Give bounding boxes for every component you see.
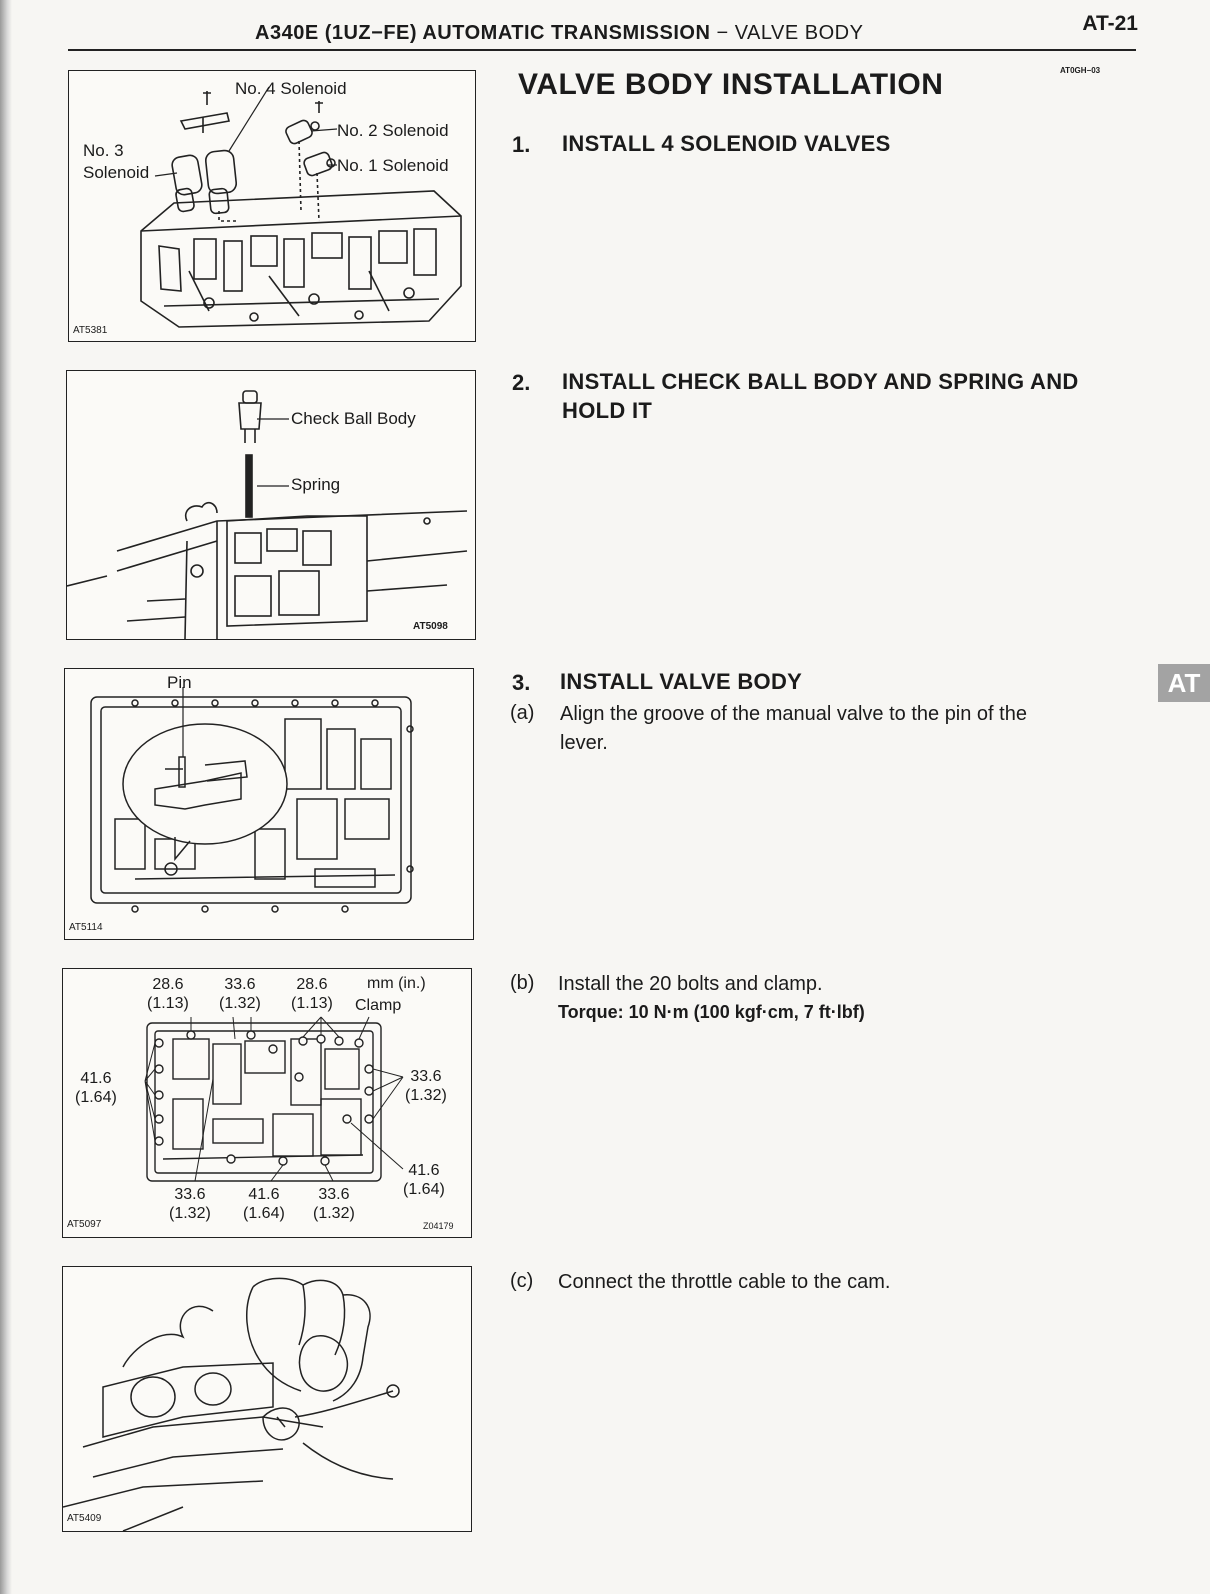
document-code: AT0GH−03 — [1060, 66, 1101, 75]
label-no3-solenoid-line2: Solenoid — [83, 163, 150, 182]
label-no1-solenoid: No. 1 Solenoid — [337, 156, 449, 175]
dim-mm: 33.6 — [318, 1186, 350, 1203]
dim-top-3 — [291, 975, 333, 1013]
substep-a-line2: lever. — [560, 732, 608, 754]
label-check-ball-body: Check Ball Body — [291, 409, 416, 428]
label-no2-solenoid: No. 2 Solenoid — [337, 121, 449, 140]
figure-throttle-cable — [62, 1266, 472, 1532]
step-3-number: 3. — [512, 670, 531, 695]
step-2-title-line1: INSTALL CHECK BALL BODY AND SPRING AND — [562, 369, 1079, 394]
section-heading: VALVE BODY INSTALLATION — [518, 68, 944, 101]
step-2-title — [562, 368, 1079, 425]
dim-top-2 — [219, 975, 261, 1013]
dim-in: (1.64) — [403, 1181, 445, 1199]
dim-in: (1.32) — [313, 1205, 355, 1223]
header-subtitle: − VALVE BODY — [716, 22, 864, 44]
page-binding-shadow — [0, 0, 12, 1594]
dim-in: (1.13) — [291, 995, 333, 1013]
label-no4-solenoid: No. 4 Solenoid — [235, 79, 347, 98]
figure-code: AT5098 — [413, 621, 448, 632]
figure-bolt-positions — [62, 968, 472, 1238]
dim-mm: 28.6 — [152, 976, 184, 993]
dim-in: (1.32) — [405, 1087, 447, 1105]
figure-check-ball — [66, 370, 476, 640]
step-3-title: INSTALL VALVE BODY — [560, 669, 803, 694]
dim-bottom-1 — [169, 1185, 211, 1223]
label-spring: Spring — [291, 475, 341, 494]
torque-spec: Torque: 10 N·m (100 kgf·cm, 7 ft·lbf) — [558, 1002, 865, 1022]
figure-code: AT5381 — [73, 325, 108, 336]
step-2-title-line2: HOLD IT — [562, 397, 653, 423]
dim-mm: 33.6 — [224, 976, 256, 993]
figure-code: AT5114 — [69, 922, 103, 933]
step-2-number: 2. — [512, 370, 531, 395]
dim-bottom-right — [403, 1161, 445, 1199]
dim-in: (1.32) — [219, 995, 261, 1013]
substep-a-line1: Align the groove of the manual valve to the pin of the — [560, 703, 1027, 725]
section-side-tab: AT — [1158, 664, 1210, 702]
header-title-main: A340E (1UZ−FE) AUTOMATIC TRANSMISSION — [255, 22, 711, 44]
dim-in: (1.64) — [243, 1205, 285, 1223]
substep-c-letter: (c) — [510, 1270, 534, 1292]
figure-pin — [64, 668, 474, 940]
label-pin: Pin — [167, 673, 192, 692]
substep-b-text: Install the 20 bolts and clamp. — [558, 973, 823, 995]
throttle-cable-illustration — [63, 1267, 471, 1531]
dim-in: (1.13) — [147, 995, 189, 1013]
solenoid-illustration — [69, 71, 475, 341]
dim-left — [75, 1069, 117, 1107]
figure-code: AT5409 — [67, 1513, 102, 1524]
step-1-number: 1. — [512, 132, 531, 157]
page-number: AT-21 — [1082, 12, 1138, 35]
label-no3-solenoid-line1: No. 3 — [83, 141, 124, 160]
dim-right — [405, 1067, 447, 1105]
page-header-title — [255, 22, 863, 45]
dim-mm: 41.6 — [408, 1162, 440, 1179]
substep-c-text: Connect the throttle cable to the cam. — [558, 1271, 891, 1293]
substep-a-text — [560, 700, 1027, 758]
figure-code-secondary: Z04179 — [423, 1221, 454, 1231]
substep-b-letter: (b) — [510, 972, 535, 994]
manual-valve-pin-illustration — [65, 669, 473, 939]
dim-in: (1.32) — [169, 1205, 211, 1223]
label-clamp: Clamp — [355, 997, 402, 1014]
header-rule — [68, 49, 1136, 51]
dim-bottom-2 — [243, 1185, 285, 1223]
step-1-title: INSTALL 4 SOLENOID VALVES — [562, 131, 891, 156]
dim-mm: 41.6 — [248, 1186, 280, 1203]
dim-mm: 33.6 — [410, 1068, 442, 1085]
substep-a-letter: (a) — [510, 702, 535, 724]
dim-bottom-3 — [313, 1185, 355, 1223]
dim-top-1 — [147, 975, 189, 1013]
dim-mm: 41.6 — [80, 1070, 112, 1087]
dim-mm: 33.6 — [174, 1186, 206, 1203]
figure-solenoids — [68, 70, 476, 342]
dim-mm: 28.6 — [296, 976, 328, 993]
figure-code: AT5097 — [67, 1219, 102, 1230]
label-unit: mm (in.) — [367, 975, 426, 992]
dim-in: (1.64) — [75, 1089, 117, 1107]
